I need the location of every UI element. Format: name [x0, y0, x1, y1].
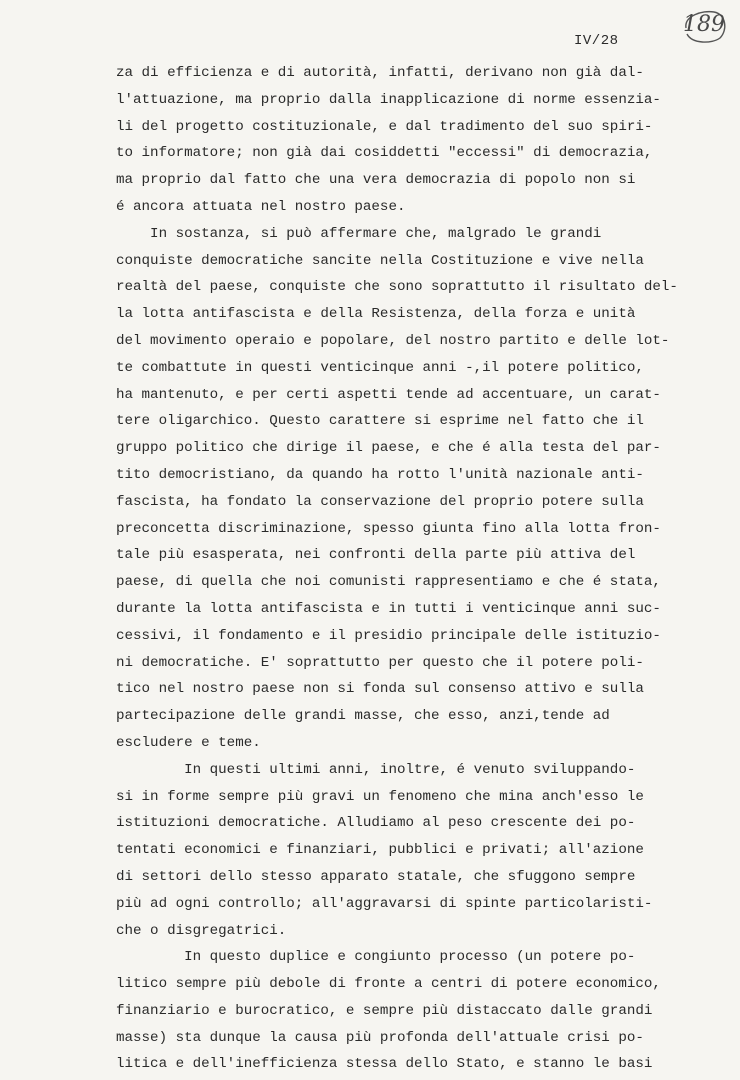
text-line: ha mantenuto, e per certi aspetti tende ad accentuare, un carat- — [116, 386, 661, 403]
text-line: ma proprio dal fatto che una vera democrazia di popolo non si — [116, 172, 636, 189]
text-line: preconcetta discriminazione, spesso giunta fino alla lotta fron- — [116, 520, 661, 537]
text-line: istituzioni democratiche. Alludiamo al peso crescente dei po- — [116, 815, 636, 832]
handwritten-page-number — [680, 8, 728, 46]
text-line: che o disgregatrici. — [116, 922, 287, 939]
text-line: litica e dell'inefficienza stessa dello Stato, e stanno le basi — [116, 1056, 653, 1073]
text-line: fascista, ha fondato la conservazione del proprio potere sulla — [116, 493, 644, 510]
text-line: più ad ogni controllo; all'aggravarsi di spinte particolaristi- — [116, 895, 653, 912]
text-line: si in forme sempre più gravi un fenomeno che mina anch'esso le — [116, 788, 644, 805]
text-line: tale più esasperata, nei confronti della parte più attiva del — [116, 547, 636, 564]
text-line: te combattute in questi venticinque anni -,il potere politico, — [116, 359, 644, 376]
text-line: tere oligarchico. Questo carattere si esprime nel fatto che il — [116, 413, 644, 430]
text-line: to informatore; non già dai cosiddetti "eccessi" di democrazia, — [116, 145, 653, 162]
text-line: partecipazione delle grandi masse, che esso, anzi,tende ad — [116, 708, 610, 725]
text-line: escludere e teme. — [116, 734, 261, 751]
text-line: conquiste democratiche sancite nella Costituzione e vive nella — [116, 252, 644, 269]
text-line: In sostanza, si può affermare che, malgrado le grandi — [116, 225, 602, 242]
text-line: tico nel nostro paese non si fonda sul consenso attivo e sulla — [116, 681, 644, 698]
text-line: durante la lotta antifascista e in tutti i venticinque anni suc- — [116, 600, 661, 617]
text-line: paese, di quella che noi comunisti rappresentiamo e che é stata, — [116, 574, 661, 591]
text-line: tentati economici e finanziari, pubblici e privati; all'azione — [116, 842, 644, 859]
text-line: gruppo politico che dirige il paese, e che é alla testa del par- — [116, 440, 661, 457]
text-line: li del progetto costituzionale, e dal tradimento del suo spiri- — [116, 118, 653, 135]
text-line: realtà del paese, conquiste che sono soprattutto il risultato del- — [116, 279, 678, 296]
text-line: la lotta antifascista e della Resistenza, della forza e unità — [116, 306, 636, 323]
text-line: l'attuazione, ma proprio dalla inapplicazione di norme essenzia- — [116, 91, 661, 108]
handwritten-number-text: 189 — [683, 12, 725, 37]
text-line: tito democristiano, da quando ha rotto l'unità nazionale anti- — [116, 466, 644, 483]
text-line: masse) sta dunque la causa più profonda dell'attuale crisi po- — [116, 1029, 644, 1046]
text-line: In questo duplice e congiunto processo (un potere po- — [116, 949, 636, 966]
text-line: In questi ultimi anni, inoltre, é venuto sviluppando- — [116, 761, 636, 778]
text-line: finanziario e burocratico, e sempre più distaccato dalle grandi — [116, 1002, 653, 1019]
text-line: é ancora attuata nel nostro paese. — [116, 198, 406, 215]
text-line: cessivi, il fondamento e il presidio principale delle istituzio- — [116, 627, 661, 644]
text-line: litico sempre più debole di fronte a centri di potere economico, — [116, 976, 661, 993]
text-line: del movimento operaio e popolare, del nostro partito e delle lot- — [116, 332, 670, 349]
page-number: IV/28 — [574, 33, 619, 49]
body-text — [116, 60, 716, 1078]
text-line: ni democratiche. E' soprattutto per questo che il potere poli- — [116, 654, 644, 671]
text-line: za di efficienza e di autorità, infatti, derivano non già dal- — [116, 65, 644, 81]
text-line: di settori dello stesso apparato statale, che sfuggono sempre — [116, 868, 636, 885]
